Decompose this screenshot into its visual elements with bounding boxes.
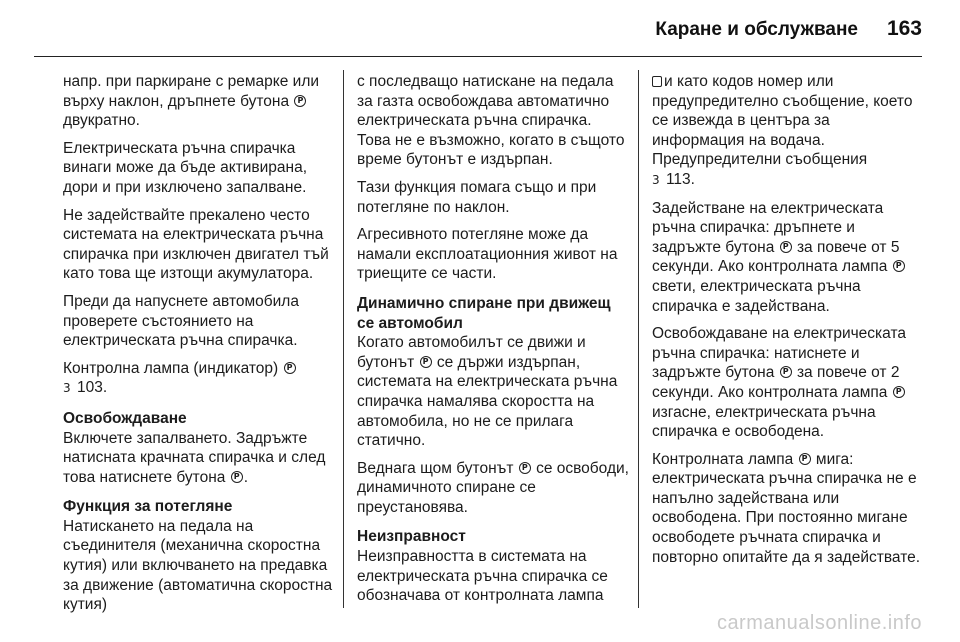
- page-title: Каране и обслужване: [655, 19, 858, 40]
- text: за повече от 2 секунди. Ако контролната лампа: [652, 364, 900, 401]
- text: Задействане на електрическата ръчна спирачка: дръпнете и задръжте бутона: [652, 199, 884, 256]
- text: изгасне, електрическата ръчна спирачка е освободена.: [652, 403, 876, 441]
- paragraph: Преди да напуснете автомобила проверете състоянието на електрическата ръчна спирачка.: [63, 292, 299, 350]
- text: Веднага щом бутонът: [357, 459, 514, 477]
- column-divider-2: [638, 70, 639, 608]
- section-heading-fault: Неизправност: [357, 528, 466, 546]
- paragraph: [63, 72, 335, 131]
- paragraph: [357, 459, 629, 518]
- paragraph: Неизправността в системата на електрическата ръчна спирачка се обозначава от контролната лампа: [357, 548, 608, 605]
- paragraph: [652, 450, 926, 568]
- text: двукратно.: [63, 112, 140, 130]
- parking-brake-icon: [519, 462, 531, 474]
- column-3: [652, 72, 926, 575]
- parking-brake-icon: [799, 453, 811, 465]
- text: Контролната лампа: [652, 450, 794, 468]
- section-heading-hill-start: Функция за потегляне: [63, 498, 233, 516]
- page-reference-link[interactable]: 113.: [665, 170, 695, 188]
- paragraph: Агресивното потегляне може да намали експлоатационния живот на триещите се части.: [357, 226, 618, 283]
- paragraph: Не задействайте прекалено често системата на електрическата ръчна спирачка при изключен двигател тъй като това ще изтощи акумулатора.: [63, 206, 329, 283]
- text: Когато автомобилът се движи и бутонът: [357, 334, 586, 371]
- parking-brake-icon: [780, 241, 792, 253]
- reference-icon: 3: [63, 381, 71, 396]
- text: се държи издърпан, системата на електрическата ръчна спирачка намалява скоростта на автомобила, но не се прилага статично.: [357, 353, 618, 450]
- parking-brake-icon: [893, 386, 905, 398]
- paragraph: Натискането на педала на съединителя (механична скоростна кутия) или включването на предавка за движение (автоматична скоростна кутия): [63, 517, 333, 614]
- column-divider-1: [343, 70, 344, 608]
- page-header: [0, 0, 960, 54]
- message-icon: [652, 76, 662, 87]
- paragraph: [357, 333, 629, 451]
- text: .: [243, 468, 249, 486]
- page-reference-link[interactable]: 103.: [76, 379, 108, 397]
- text: мига: електрическата ръчна спирачка не е напълно задействана или освободена. При постоянно мигане освободете ръчната спирачка и повторно опитайте да я задействате.: [652, 450, 921, 566]
- text: напр. при паркиране с ремарке или върху наклон, дръпнете бутона: [63, 73, 320, 110]
- paragraph: [63, 429, 335, 488]
- watermark: carmanualsonline.info: [716, 612, 922, 634]
- reference-icon: 3: [652, 172, 660, 187]
- paragraph: [652, 199, 926, 317]
- text: Освобождаване на електрическата ръчна спирачка: натиснете и задръжте бутона: [652, 325, 906, 382]
- parking-brake-icon: [420, 356, 432, 368]
- paragraph: с последващо натискане на педала за газта освобождава автоматично електрическата ръчна спирачка. Това не е възможно, когато в същото време бутонът е издърпан.: [357, 73, 625, 169]
- section-heading-release: Освобождаване: [63, 409, 187, 427]
- paragraph: [63, 359, 335, 399]
- column-1: [63, 72, 335, 623]
- text: Контролна лампа (индикатор): [63, 359, 279, 377]
- text: свети, електрическата ръчна спирачка е задействана.: [652, 277, 861, 315]
- text: за повече от 5 секунди. Ако контролната лампа: [652, 238, 900, 276]
- text: и като кодов номер или предупредително съобщение, което се извежда в центъра за информация на водача. Предупредителни съобщения: [652, 73, 913, 169]
- paragraph: [652, 72, 926, 191]
- parking-brake-icon: [780, 366, 792, 378]
- parking-brake-icon: [284, 362, 296, 374]
- parking-brake-icon: [294, 95, 306, 107]
- paragraph: [652, 324, 926, 442]
- text: Включете запалването. Задръжте натисната крачната спирачка и след това натиснете бутона: [63, 429, 326, 486]
- paragraph: Електрическата ръчна спирачка винаги може да бъде активирана, дори и при изключено запалване.: [63, 139, 308, 196]
- header-rule: [34, 56, 922, 57]
- column-2: [357, 72, 629, 614]
- text: се освободи, динамичното спиране се преустановява.: [357, 459, 629, 516]
- paragraph: Тази функция помага също и при потегляне по наклон.: [357, 178, 597, 216]
- parking-brake-icon: [231, 471, 243, 483]
- page-number: 163: [886, 17, 922, 40]
- parking-brake-icon: [893, 260, 905, 272]
- section-heading-dynamic-braking: Динамично спиране при движещ се автомобил: [357, 294, 611, 332]
